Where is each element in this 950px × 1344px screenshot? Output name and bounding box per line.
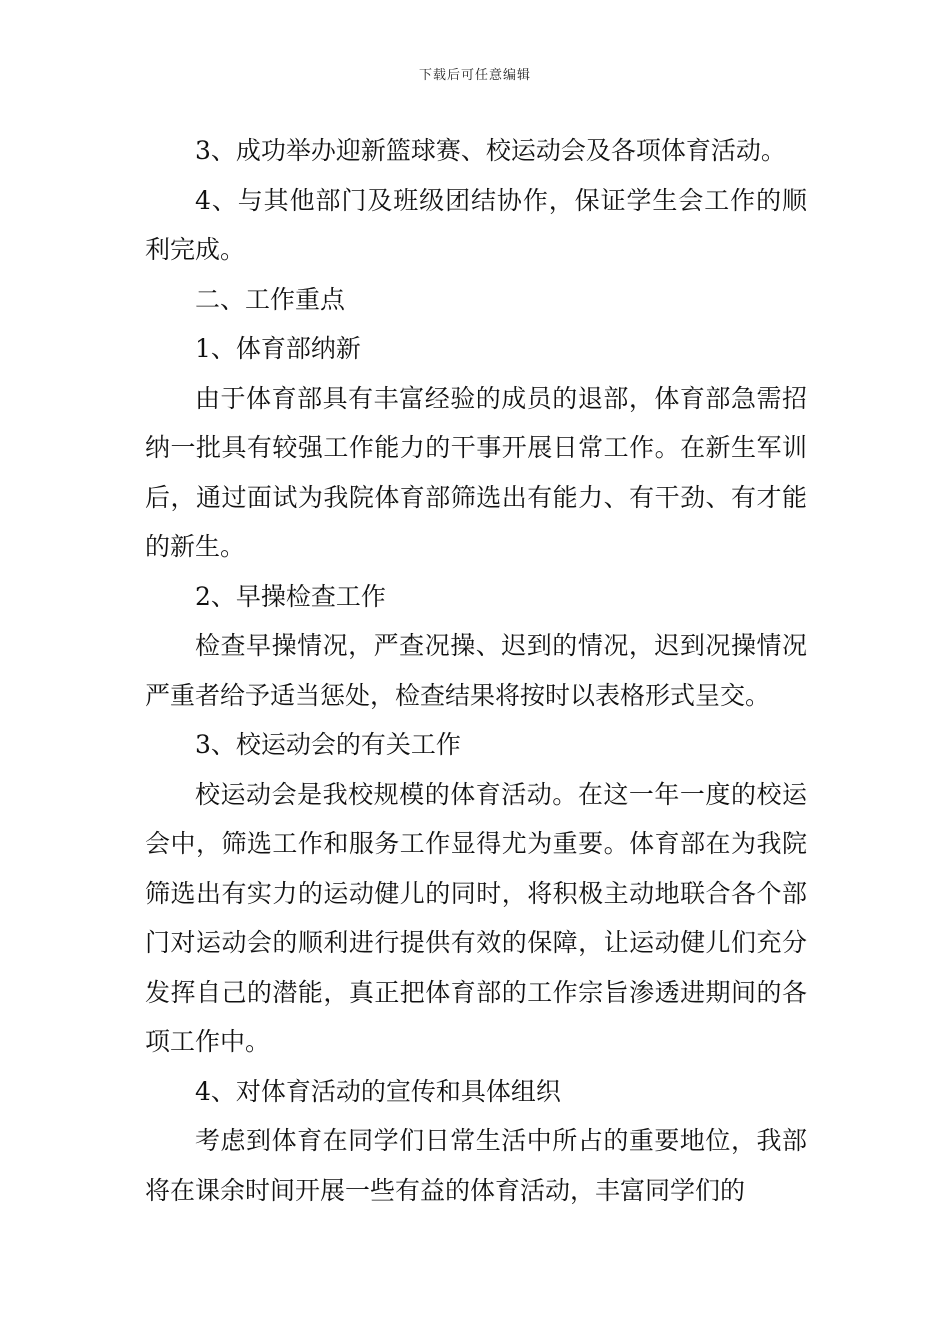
paragraph-promotion: 考虑到体育在同学们日常生活中所占的重要地位，我部将在课余时间开展一些有益的体育活动，丰富同学们的 [145,1126,807,1205]
subheading-recruitment: 1、体育部纳新 [195,334,361,363]
subheading-sports-meet: 3、校运动会的有关工作 [195,730,461,759]
subheading-promotion: 4、对体育活动的宣传和具体组织 [195,1076,561,1106]
paragraph-recruitment: 由于体育部具有丰富经验的成员的退部，体育部急需招纳一批具有较强工作能力的干事开展日常工作。在新生军训后，通过面试为我院体育部筛选出有能力、有干劲、有才能的新生。 [145,383,807,561]
list-item-achievement-4: 4、与其他部门及班级团结协作，保证学生会工作的顺利完成。 [145,185,807,264]
paragraph-sports-meet: 校运动会是我校规模的体育活动。在这一年一度的校运会中，筛选工作和服务工作显得尤为重要。体育部在为我院筛选出有实力的运动健儿的同时，将积极主动地联合各个部门对运动会的顺利进行提供有效的保障，让运动健儿们充分发挥自己的潜能，真正把体育部的工作宗旨渗透进期间的各项工作中。 [145,779,807,1056]
paragraph-morning-exercise: 检查早操情况，严查况操、迟到的情况，迟到况操情况严重者给予适当惩处，检查结果将按时以表格形式呈交。 [145,631,807,710]
list-item-achievement-3: 3、成功举办迎新篮球赛、校运动会及各项体育活动。 [195,136,786,165]
page-header: 下载后可任意编辑 [418,68,531,83]
section-heading-work-focus: 二、工作重点 [195,284,346,314]
document-body [145,126,807,1215]
subheading-morning-exercise: 2、早操检查工作 [195,581,386,611]
